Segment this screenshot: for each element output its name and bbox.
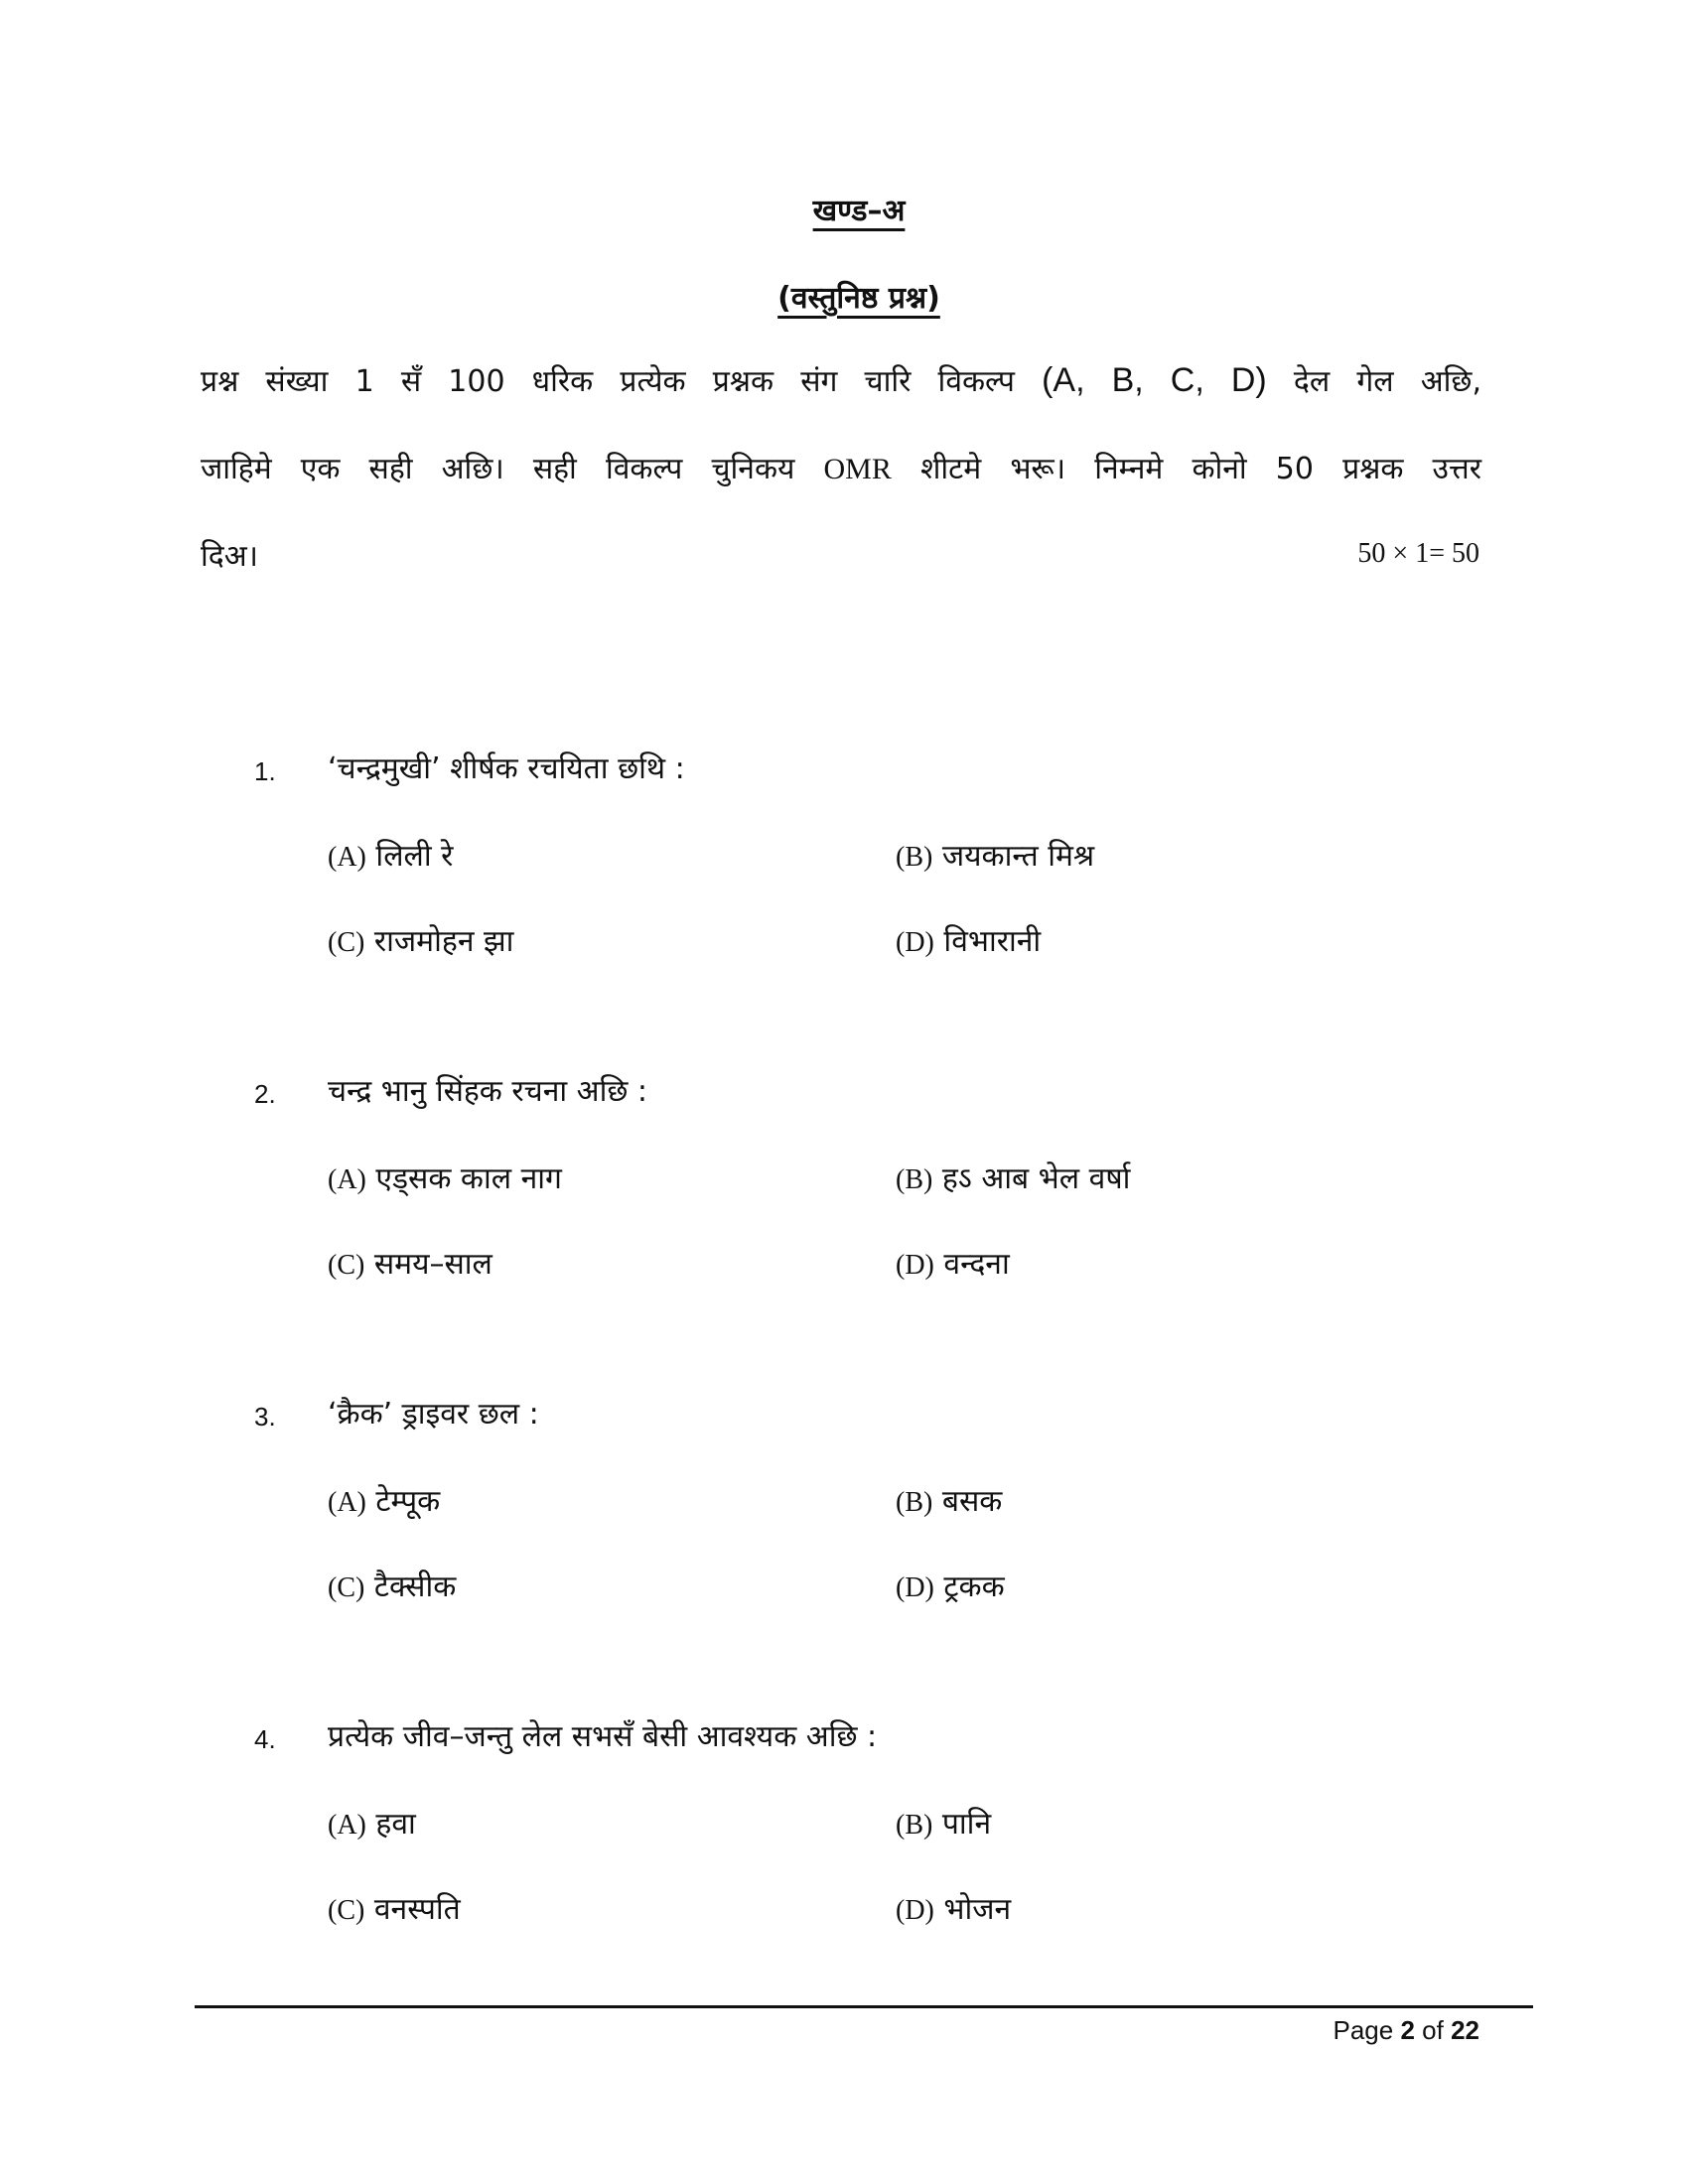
- instruction-text: जाहिमे एक सही अछि। सही विकल्प चुनिकय: [201, 452, 824, 486]
- instruction-text: देल गेल अछि,: [1266, 364, 1481, 399]
- option-text: लिली रे: [375, 839, 454, 874]
- option-text: हऽ आब भेल वर्षा: [941, 1161, 1131, 1196]
- option-text: राजमोहन झा: [373, 924, 514, 959]
- option-text: पानि: [941, 1807, 992, 1842]
- option-text: टैक्सीक: [373, 1570, 457, 1604]
- page-number: [1333, 2015, 1479, 2046]
- option-a: [328, 1479, 440, 1520]
- marks-allocation: 50 × 1= 50: [1357, 538, 1479, 569]
- option-c: [328, 1565, 456, 1605]
- option-letter: (B): [896, 1487, 933, 1518]
- option-b: [896, 1157, 1130, 1197]
- option-text: वनस्पति: [373, 1892, 461, 1927]
- option-letter: (A): [328, 1487, 366, 1518]
- option-text: ट्रकक: [943, 1570, 1005, 1604]
- page-total: 22: [1451, 2015, 1479, 2045]
- option-letter: (D): [896, 1572, 934, 1603]
- instruction-options: (A, B, C, D): [1042, 361, 1267, 399]
- question-number: 3.: [254, 1402, 276, 1432]
- question-number: 1.: [254, 756, 276, 786]
- option-text: भोजन: [943, 1892, 1012, 1927]
- option-d: [896, 1565, 1005, 1605]
- page-current: 2: [1400, 2015, 1415, 2045]
- option-c: [328, 1242, 492, 1283]
- question-text: ‘क्रैक’ ड्राइवर छल :: [328, 1397, 539, 1432]
- question-text: प्रत्येक जीव–जन्तु लेल सभसँ बेसी आवश्यक अछि :: [328, 1719, 878, 1754]
- option-a: [328, 834, 453, 875]
- option-text: जयकान्त मिश्र: [941, 839, 1095, 874]
- section-title: खण्ड–अ: [812, 194, 906, 228]
- option-letter: (D): [896, 1250, 934, 1281]
- option-b: [896, 1802, 991, 1843]
- option-text: वन्दना: [943, 1247, 1010, 1282]
- instruction-text: शीटमे भरू। निम्नमे कोनो 50 प्रश्नक उत्तर: [891, 452, 1481, 486]
- option-d: [896, 919, 1041, 960]
- option-text: टेम्पूक: [375, 1484, 441, 1519]
- question-number: 4.: [254, 1724, 276, 1754]
- of-word: of: [1422, 2015, 1444, 2045]
- option-letter: (C): [328, 927, 365, 958]
- option-text: हवा: [375, 1807, 416, 1842]
- option-letter: (A): [328, 842, 366, 873]
- instruction-line-2: [201, 447, 1481, 487]
- option-letter: (A): [328, 1810, 366, 1841]
- option-letter: (C): [328, 1250, 365, 1281]
- option-letter: (C): [328, 1895, 365, 1926]
- question-text: ‘चन्द्रमुखी’ शीर्षक रचयिता छथि :: [328, 751, 685, 786]
- option-letter: (A): [328, 1164, 366, 1195]
- footer-divider: [195, 2005, 1533, 2008]
- option-text: विभारानी: [943, 924, 1042, 959]
- option-letter: (C): [328, 1572, 365, 1603]
- option-letter: (B): [896, 842, 933, 873]
- page-word: Page: [1333, 2015, 1394, 2045]
- option-letter: (B): [896, 1810, 933, 1841]
- option-d: [896, 1242, 1010, 1283]
- option-c: [328, 919, 513, 960]
- instruction-omr: OMR: [823, 453, 892, 485]
- section-subtitle: (वस्तुनिष्ठ प्रश्न): [777, 281, 940, 316]
- instruction-text: प्रश्न संख्या 1 सँ 100 धरिक प्रत्येक प्रश्नक संग चारि विकल्प: [201, 364, 1043, 399]
- option-a: [328, 1157, 562, 1197]
- option-text: बसक: [941, 1484, 1003, 1519]
- option-a: [328, 1802, 416, 1843]
- option-letter: (B): [896, 1164, 933, 1195]
- option-c: [328, 1887, 461, 1928]
- option-d: [896, 1887, 1011, 1928]
- question-text: चन्द्र भानु सिंहक रचना अछि :: [328, 1074, 648, 1109]
- instruction-line-3: दिअ।: [201, 539, 258, 574]
- option-text: समय–साल: [373, 1247, 492, 1282]
- option-letter: (D): [896, 927, 934, 958]
- instruction-line-1: [201, 359, 1481, 400]
- option-b: [896, 834, 1094, 875]
- option-b: [896, 1479, 1002, 1520]
- question-number: 2.: [254, 1079, 276, 1109]
- option-text: एड्सक काल नाग: [375, 1161, 562, 1196]
- option-letter: (D): [896, 1895, 934, 1926]
